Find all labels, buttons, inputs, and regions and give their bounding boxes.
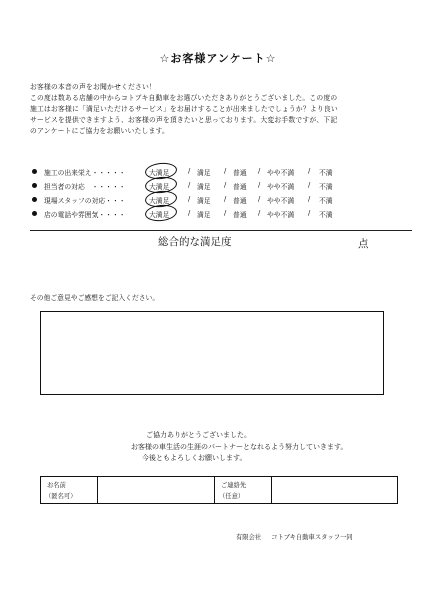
name-field[interactable]	[98, 477, 215, 503]
separator: /	[188, 181, 191, 189]
rating-question: 店の電話や雰囲気・・・・	[44, 211, 126, 219]
separator: /	[188, 195, 191, 203]
intro-line: のアンケートにご協力をお願いいたします。	[30, 127, 169, 135]
separator: /	[258, 209, 261, 217]
separator: /	[224, 181, 227, 189]
option-very-satisfied[interactable]: 大満足	[149, 211, 170, 219]
separator: /	[188, 209, 191, 217]
option-very-satisfied[interactable]: 大満足	[149, 183, 170, 191]
separator: /	[308, 181, 311, 189]
rating-row	[30, 166, 420, 180]
contact-field[interactable]	[272, 477, 397, 503]
option-dissatisfied[interactable]: 不満	[319, 183, 333, 191]
overall-score-unit: 点	[358, 238, 369, 250]
thanks-message	[131, 430, 348, 465]
name-label-cell	[41, 477, 98, 503]
option-satisfied[interactable]: 満足	[197, 183, 211, 191]
rating-question: 担当者の対応 ・・・・・	[44, 183, 126, 191]
bullet-icon	[32, 197, 37, 202]
contact-note: （任意）	[219, 493, 245, 500]
rating-row	[30, 180, 420, 194]
intro-line: お客様の本音の声をお聞かせください！	[30, 83, 156, 91]
option-somewhat-dissatisfied[interactable]: やや不満	[267, 183, 295, 191]
intro-text	[30, 82, 412, 137]
company-name: コトブキ自動車スタッフ一同	[271, 534, 353, 541]
comment-box[interactable]	[40, 311, 384, 395]
section-divider	[30, 230, 412, 231]
option-satisfied[interactable]: 満足	[197, 211, 211, 219]
name-note: （匿名可）	[45, 493, 77, 500]
separator: /	[308, 167, 311, 175]
bullet-icon	[32, 183, 37, 188]
overall-satisfaction-label: 総合的な満足度	[158, 236, 232, 248]
comment-label: その他ご意見やご感想をご記入ください。	[30, 294, 160, 302]
rating-row	[30, 208, 420, 222]
rating-question: 施工の出来栄え・・・・・	[44, 169, 126, 177]
company-type: 有限会社	[236, 534, 262, 541]
intro-line: サービスを提供できますよう、お客様の声を頂きたいと思っております。大変お手数ですが、下記	[30, 116, 338, 124]
intro-line: 施工はお客様に「満足いただけるサービス」をお届けすることが出来ましたでしょうか？より良い	[30, 105, 338, 113]
option-neutral[interactable]: 普通	[233, 183, 247, 191]
separator: /	[188, 167, 191, 175]
intro-line: この度は数ある店舗の中からコトブキ自動車をお選びいただきありがとうございました。この度の	[30, 94, 338, 102]
separator: /	[224, 209, 227, 217]
option-satisfied[interactable]: 満足	[197, 197, 211, 205]
contact-label-cell	[215, 477, 272, 503]
option-neutral[interactable]: 普通	[233, 169, 247, 177]
option-somewhat-dissatisfied[interactable]: やや不満	[267, 169, 295, 177]
separator: /	[258, 167, 261, 175]
separator: /	[224, 167, 227, 175]
rating-row	[30, 194, 420, 208]
thanks-line: 今後ともよろしくお願いします。	[142, 454, 247, 462]
page-title: ☆お客様アンケート☆	[159, 52, 277, 65]
option-dissatisfied[interactable]: 不満	[319, 211, 333, 219]
option-neutral[interactable]: 普通	[233, 211, 247, 219]
separator: /	[258, 181, 261, 189]
option-very-satisfied[interactable]: 大満足	[149, 169, 170, 177]
separator: /	[308, 195, 311, 203]
company-signature	[236, 532, 353, 541]
option-dissatisfied[interactable]: 不満	[319, 197, 333, 205]
thanks-line: お客様の車生活の生涯のパートナーとなれるよう努力していきます。	[131, 442, 348, 451]
option-neutral[interactable]: 普通	[233, 197, 247, 205]
bullet-icon	[32, 169, 37, 174]
bullet-icon	[32, 211, 37, 216]
option-satisfied[interactable]: 満足	[197, 169, 211, 177]
separator: /	[224, 195, 227, 203]
separator: /	[258, 195, 261, 203]
rating-question: 現場スタッフの対応・・・	[44, 197, 126, 205]
option-somewhat-dissatisfied[interactable]: やや不満	[267, 197, 295, 205]
thanks-line: ご協力ありがとうございました。	[146, 431, 251, 439]
rating-list	[30, 166, 420, 222]
contact-info-table	[40, 476, 398, 504]
name-label: お名前	[47, 482, 66, 489]
option-very-satisfied[interactable]: 大満足	[149, 197, 170, 205]
contact-label: ご連絡先	[221, 482, 247, 489]
separator: /	[308, 209, 311, 217]
option-dissatisfied[interactable]: 不満	[319, 169, 333, 177]
option-somewhat-dissatisfied[interactable]: やや不満	[267, 211, 295, 219]
